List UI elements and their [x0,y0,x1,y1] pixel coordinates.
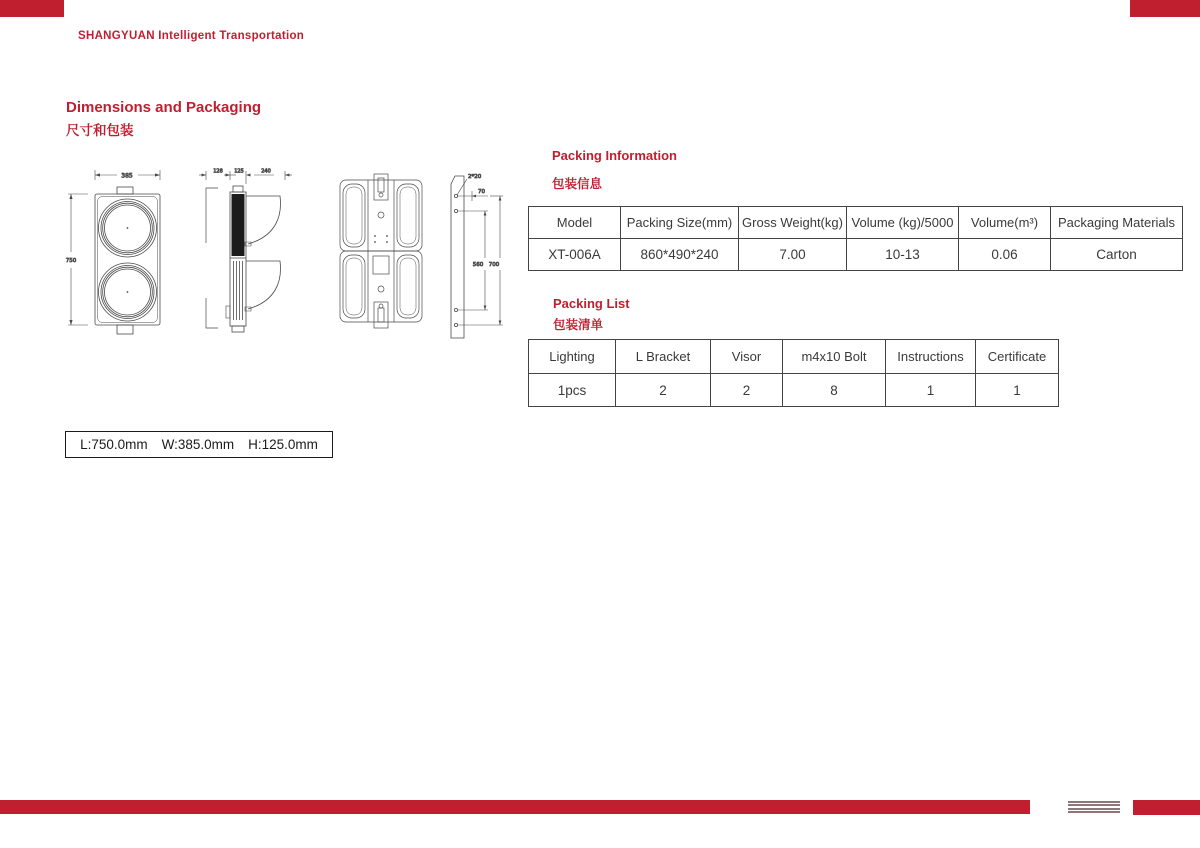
packing-list-table [528,339,1059,407]
footer-right-red-bar [1133,800,1200,815]
footer-lines-icon [1068,800,1120,814]
page-title: Dimensions and Packaging [66,99,262,116]
side-dim-240: 240 [261,168,271,175]
col-l-bracket: L Bracket [616,340,711,374]
rear-view-drawing [340,174,422,328]
col-volume-m3: Volume(m³) [959,207,1051,239]
packing-list-data-row [529,374,1059,407]
cell-lighting: 1pcs [529,374,616,407]
col-visor: Visor [711,340,783,374]
col-certificate: Certificate [976,340,1059,374]
dim-width: W:385.0mm [161,437,235,452]
cell-visor: 2 [711,374,783,407]
cell-l-bracket: 2 [616,374,711,407]
brand-text: SHANGYUAN Intelligent Transportation [78,30,305,42]
page-title-cn: 尺寸和包装 [66,123,134,138]
overall-dimensions-box [65,431,333,458]
col-lighting: Lighting [529,340,616,374]
packing-info-data-row [529,239,1183,271]
dim-height: H:125.0mm [248,437,318,452]
cell-packing-size: 860*490*240 [621,239,739,271]
cell-packaging-materials: Carton [1051,239,1183,271]
packing-list-header-row [529,340,1059,374]
packing-list-title-cn: 包装清单 [553,318,604,332]
packing-info-table [528,206,1183,271]
side-view-drawing [199,169,292,333]
dim-length: L:750.0mm [80,437,148,452]
cell-model: XT-006A [529,239,621,271]
cell-bolt: 8 [783,374,886,407]
footer-red-bar [0,800,1030,814]
col-gross-weight: Gross Weight(kg) [739,207,847,239]
col-packing-size: Packing Size(mm) [621,207,739,239]
cell-volume-m3: 0.06 [959,239,1051,271]
packing-info-title-cn: 包装信息 [552,177,603,191]
side-dim-125: 125 [234,168,244,175]
col-packaging-materials: Packaging Materials [1051,207,1183,239]
cell-certificate: 1 [976,374,1059,407]
packing-info-header-row [529,207,1183,239]
mount-hole-note: 2*20 [468,174,482,180]
header-left-red-bar [0,0,64,17]
front-height-dim: 750 [65,258,77,264]
front-view-drawing [66,170,160,334]
packing-info-title: Packing Information [552,148,677,163]
technical-drawings [58,158,518,358]
cell-gross-weight: 7.00 [739,239,847,271]
mount-hole-drawing [451,174,503,338]
header-right-red-bar [1130,0,1200,17]
col-bolt: m4x10 Bolt [783,340,886,374]
col-model: Model [529,207,621,239]
cell-volume-kg: 10-13 [847,239,959,271]
mount-dim-700: 700 [488,262,500,268]
mount-dim-560: 560 [472,262,484,268]
packing-list-title: Packing List [553,296,630,311]
front-width-dim: 385 [121,172,133,180]
cell-instructions: 1 [886,374,976,407]
col-instructions: Instructions [886,340,976,374]
side-dim-128: 128 [213,168,223,175]
col-volume-kg: Volume (kg)/5000 [847,207,959,239]
drawings-svg [58,158,518,353]
mount-dim-70: 70 [478,189,485,195]
